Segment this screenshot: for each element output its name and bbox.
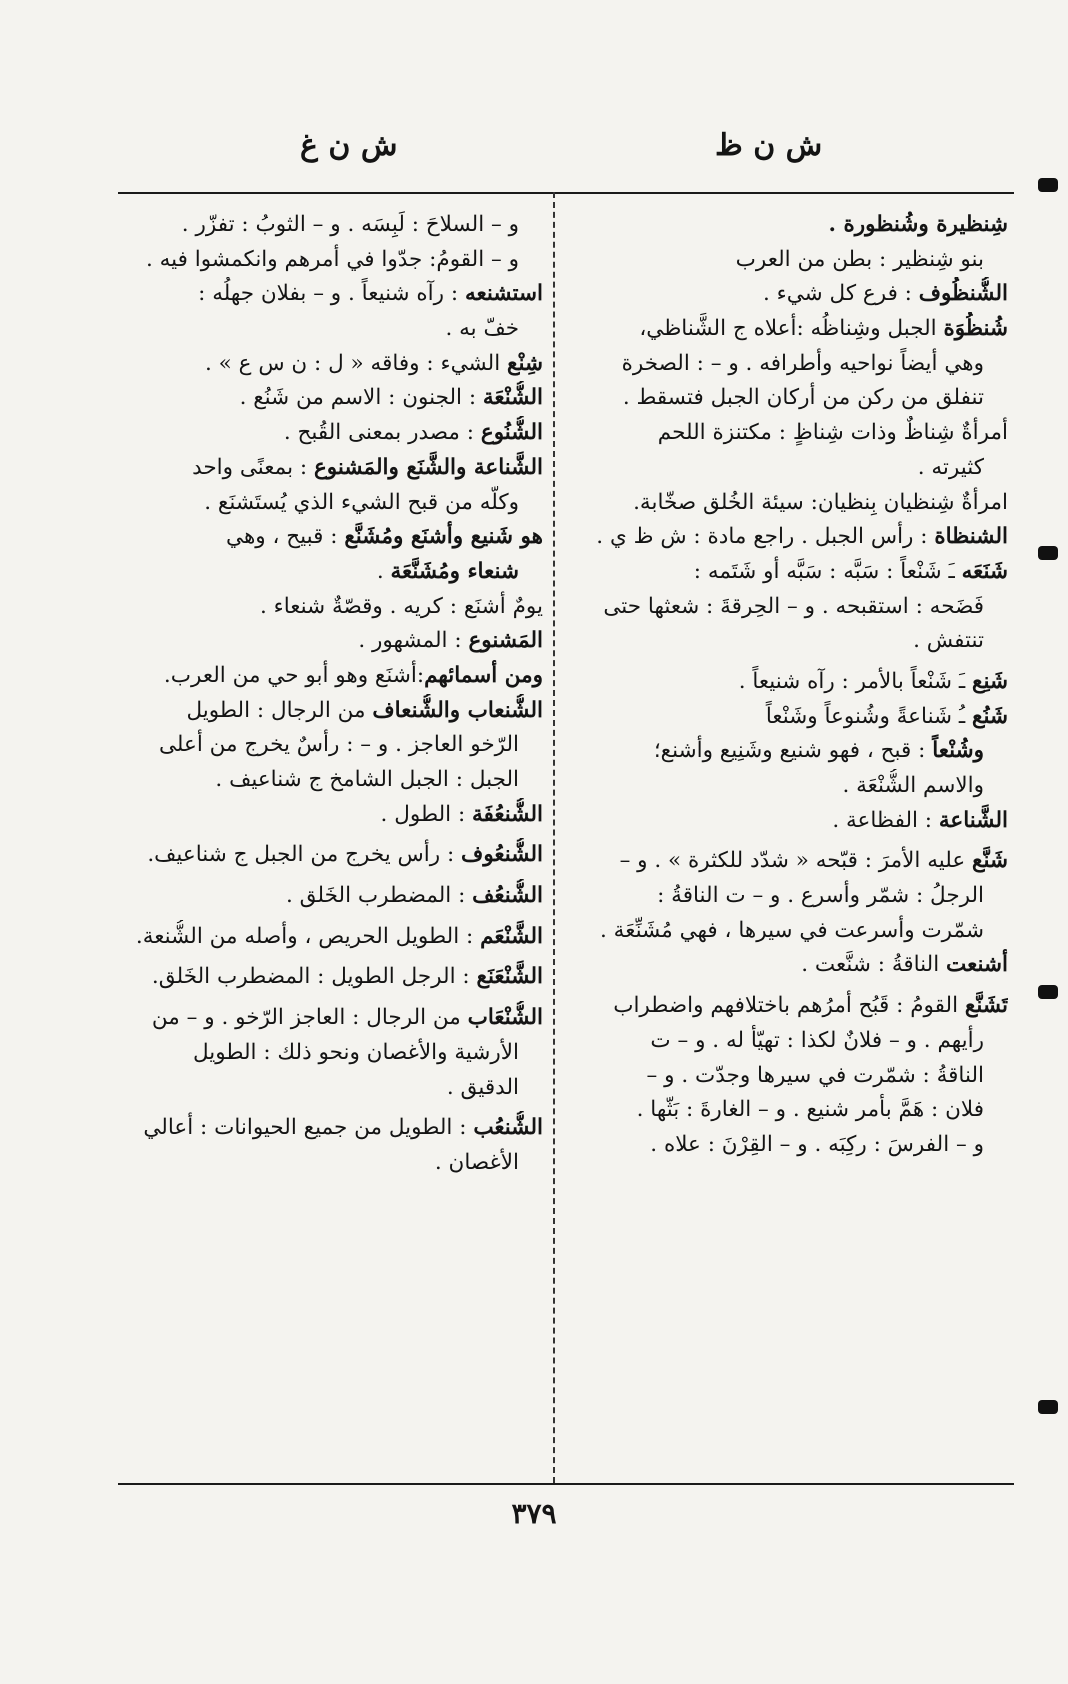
definition-text: و – الفرسَ : ركِبَه . و – القِرْنَ : علاه . bbox=[650, 1131, 984, 1157]
top-rule bbox=[118, 192, 1014, 194]
definition-text: فلان : هَمَّ بأمر شنيع . و – الغارةَ : بَثّها . bbox=[636, 1097, 984, 1123]
definition-text: تنفلق من ركن من أركان الجبل فتسقط . bbox=[622, 385, 984, 411]
right-column bbox=[568, 208, 1008, 1163]
entry-line bbox=[118, 243, 543, 278]
headword: الشَّنْعَم bbox=[480, 923, 543, 949]
entry-line bbox=[118, 728, 543, 763]
definition-text: : الرجل الطويل : المضطرب الخَلق. bbox=[151, 964, 477, 990]
entry-line bbox=[568, 486, 1008, 521]
scan-mark bbox=[1038, 1400, 1058, 1414]
entry-line bbox=[118, 960, 543, 995]
headword: الشُّنعُفَة bbox=[472, 801, 543, 827]
entry-line bbox=[118, 590, 543, 625]
entry-line bbox=[118, 312, 543, 347]
headword: المَشنوع bbox=[468, 628, 543, 654]
page-number: ٣٧٩ bbox=[511, 1497, 557, 1530]
definition-text: الأرشية والأغصان ونحو ذلك : الطويل bbox=[192, 1039, 519, 1065]
definition-text: الأغصان . bbox=[434, 1149, 519, 1175]
entry-line bbox=[118, 277, 543, 312]
scan-mark bbox=[1038, 178, 1058, 192]
entry-line bbox=[118, 381, 543, 416]
entry-line bbox=[568, 700, 1008, 735]
entry-line bbox=[118, 763, 543, 798]
entry-line bbox=[118, 624, 543, 659]
entry-line bbox=[568, 844, 1008, 879]
headword: هو شَنيع وأشنَع ومُشَنَّع bbox=[344, 524, 543, 550]
entry-line bbox=[568, 1059, 1008, 1094]
entry-line bbox=[568, 989, 1008, 1024]
definition-text: والاسم الشُّنْعَة . bbox=[842, 773, 984, 798]
definition-text: : الطول . bbox=[380, 801, 473, 827]
definition-text: امرأةٌ شِنظيان بِنظيان: سيئة الخُلق صخّابة. bbox=[633, 489, 1008, 515]
definition-text: : رأس الجبل . راجع مادة : ش ظ ي . bbox=[596, 524, 935, 550]
definition-text: الرّخو العاجز . و – : رأسٌ يخرج من أعلى bbox=[158, 732, 519, 758]
entry-line bbox=[568, 1024, 1008, 1059]
definition-text: من الرجال : الطويل bbox=[186, 697, 373, 723]
headword: الشُّنعُوف bbox=[461, 842, 543, 868]
entry-line bbox=[568, 769, 1008, 804]
headword: الشنظاة bbox=[934, 524, 1008, 550]
definition-text: رأيهم . و – فلانٌ لكذا : تهيّأ له . و – ت bbox=[650, 1027, 984, 1053]
definition-text: : الفظاعة . bbox=[832, 807, 939, 833]
entry-line bbox=[118, 798, 543, 833]
definition-text: كثيرته . bbox=[917, 454, 984, 480]
left-column bbox=[118, 208, 543, 1181]
definition-text: : الطويل من جميع الحيوانات : أعالي bbox=[143, 1115, 474, 1141]
entry-line bbox=[118, 1001, 543, 1036]
entry-line bbox=[568, 624, 1008, 659]
definition-text: الجبل : الجبل الشامخ ج شناعيف . bbox=[215, 767, 519, 792]
definition-text: عليه الأمرَ : قبّحه « شدّد للكثرة » . و – bbox=[619, 848, 973, 874]
definition-text: : قبيح ، وهي bbox=[226, 524, 345, 550]
definition-text: تنتفش . bbox=[913, 628, 984, 654]
headword: الشُّنعُب bbox=[473, 1115, 543, 1141]
definition-text: الشيء : وفاقه « ل : ن س ع » . bbox=[205, 350, 508, 376]
headword: شَنُع bbox=[972, 703, 1008, 729]
headword: ومن أسمائهم bbox=[424, 662, 543, 688]
headword: الشَّناعة والشَّنَع والمَشنوع bbox=[313, 454, 543, 480]
definition-text: و – القومُ: جدّوا في أمرهم وانكمشوا فيه . bbox=[145, 246, 519, 272]
headword: أشنعت bbox=[946, 952, 1008, 978]
right-column-title: ش ن ظ bbox=[715, 128, 823, 163]
entry-line bbox=[568, 520, 1008, 555]
definition-text: : مصدر بمعنى القُبح . bbox=[283, 420, 481, 446]
entry-line bbox=[118, 1071, 543, 1106]
definition-text: ـُ شَناعةً وشُنوعاً وشَنْعاً bbox=[765, 703, 973, 729]
definition-text: خفّ به . bbox=[445, 316, 519, 342]
column-divider bbox=[553, 192, 555, 1483]
definition-text: : الطويل الحريص ، وأصله من الشُّنعة. bbox=[135, 923, 481, 949]
definition-text: الناقةُ : شنَّعت . bbox=[801, 952, 947, 978]
definition-text: ـَ شَنْعاً بالأمر : رآه شنيعاً . bbox=[738, 668, 973, 694]
headword: الشُّنظُوف bbox=[918, 281, 1008, 307]
entry-line bbox=[118, 347, 543, 382]
definition-text: و – السلاحَ : لَبِسَه . و – الثوبُ : تفزّر . bbox=[181, 212, 519, 237]
definition-text: : قبح ، فهو شنيع وشَنِيع وأشنع؛ bbox=[653, 738, 933, 764]
definition-text: . bbox=[376, 558, 391, 584]
definition-text: يومٌ أشنَع : كريه . وقصّةٌ شنعاء . bbox=[259, 593, 543, 619]
entry-line bbox=[118, 1036, 543, 1071]
definition-text: الناقةُ : شمّرت في سيرها وجدّت . و – bbox=[646, 1062, 984, 1088]
entry-line bbox=[568, 347, 1008, 382]
headword: الشُّنُوع bbox=[480, 420, 543, 446]
entry-line bbox=[118, 659, 543, 694]
headword: الشُّنْعَة bbox=[482, 385, 543, 411]
headword: تَشَنَّع bbox=[964, 993, 1008, 1019]
headword: شَنِع bbox=[972, 668, 1008, 694]
entry-line bbox=[118, 520, 543, 555]
headword: شِنْع bbox=[507, 350, 543, 376]
headword: الشُّنعاب والشُّنعاف bbox=[372, 697, 543, 723]
entry-line bbox=[568, 416, 1008, 451]
headword: الشُّنْعَاب bbox=[467, 1005, 543, 1031]
scan-mark bbox=[1038, 546, 1058, 560]
entry-line bbox=[118, 1146, 543, 1181]
headword: شنعاء ومُشَنَّعَة bbox=[390, 558, 519, 584]
entry-line bbox=[118, 838, 543, 873]
definition-text: وهي أيضاً نواحيه وأطرافه . و – : الصخرة bbox=[621, 350, 984, 376]
entry-line bbox=[568, 590, 1008, 625]
entry-line bbox=[568, 277, 1008, 312]
headword: شَنَعَه bbox=[961, 558, 1008, 584]
headword: الشَّنْعَنَع bbox=[476, 964, 543, 990]
definition-text: ـَ شَنْعاً : سَبَّه : سَبَّه أو شَتَمه : bbox=[693, 558, 962, 584]
entry-line bbox=[118, 208, 543, 243]
headword: الشَّناعة bbox=[938, 807, 1008, 833]
entry-line bbox=[568, 381, 1008, 416]
scan-mark bbox=[1038, 985, 1058, 999]
entry-line bbox=[568, 451, 1008, 486]
entry-line bbox=[568, 804, 1008, 839]
page-header bbox=[0, 128, 1068, 184]
entry-line bbox=[118, 555, 543, 590]
definition-text: أمرأةٌ شِناظٌ وذات شِناظٍ : مكتنزة اللحم bbox=[657, 420, 1008, 446]
definition-text: وكلّه من قبح الشيء الذي يُستَشنَع . bbox=[204, 489, 519, 515]
entry-line bbox=[568, 312, 1008, 347]
headword: شِنظيرة وشُنظورة . bbox=[828, 212, 1008, 237]
entry-line bbox=[118, 1111, 543, 1146]
definition-text: : الجنون : الاسم من شَنُع . bbox=[239, 385, 483, 411]
headword: شَنَّع bbox=[972, 848, 1008, 874]
headword: استشنعه bbox=[464, 281, 543, 307]
entry-line bbox=[568, 734, 1008, 769]
entry-line bbox=[118, 416, 543, 451]
entry-line bbox=[118, 486, 543, 521]
definition-text: :أشنَع وهو أبو حي من العرب. bbox=[163, 662, 425, 688]
headword: الشُّنعُف bbox=[472, 883, 543, 909]
entry-line bbox=[568, 1093, 1008, 1128]
entry-line bbox=[568, 208, 1008, 243]
definition-text: الدقيق . bbox=[446, 1074, 519, 1100]
entry-line bbox=[118, 879, 543, 914]
headword: شُنظُوَة bbox=[943, 316, 1008, 342]
definition-text: : المضطرب الخَلق . bbox=[285, 883, 473, 909]
definition-text: : المشهور . bbox=[358, 628, 469, 654]
left-column-title: ش ن غ bbox=[300, 128, 398, 163]
definition-text: : فرع كل شيء . bbox=[762, 281, 919, 307]
definition-text: شمّرت وأسرعت في سيرها ، فهي مُشَنِّعَة . bbox=[600, 917, 984, 943]
entry-line bbox=[118, 694, 543, 729]
definition-text: الرجلُ : شمّر وأسرع . و – ت الناقةُ : bbox=[657, 883, 984, 909]
definition-text: فَضَحه : استقبحه . و – الحِرقةَ : شعثها حتى bbox=[603, 593, 984, 619]
entry-line bbox=[568, 914, 1008, 949]
entry-line bbox=[568, 1128, 1008, 1163]
definition-text: : بمعنًى واحد bbox=[192, 454, 314, 480]
definition-text: الجبل وشِناظُه :أعلاه ج الشَّناظي، bbox=[639, 316, 944, 342]
definition-text: : رأس يخرج من الجبل ج شناعيف. bbox=[147, 842, 462, 868]
entry-line bbox=[568, 555, 1008, 590]
headword: وشُنْعاً bbox=[932, 738, 984, 764]
definition-text: القومُ : قَبُح أمرُهم باختلافهم واضطراب bbox=[613, 993, 965, 1019]
definition-text: : رآه شنيعاً . و – بفلان جهلُه : bbox=[198, 281, 465, 307]
definition-text: بنو شِنظير : بطن من العرب bbox=[735, 246, 984, 272]
bottom-rule bbox=[118, 1483, 1014, 1485]
entry-line bbox=[568, 243, 1008, 278]
entry-line bbox=[568, 879, 1008, 914]
entry-line bbox=[118, 920, 543, 955]
entry-line bbox=[568, 665, 1008, 700]
entry-line bbox=[118, 451, 543, 486]
entry-line bbox=[568, 948, 1008, 983]
definition-text: من الرجال : العاجز الرّخو . و – من bbox=[151, 1005, 468, 1031]
